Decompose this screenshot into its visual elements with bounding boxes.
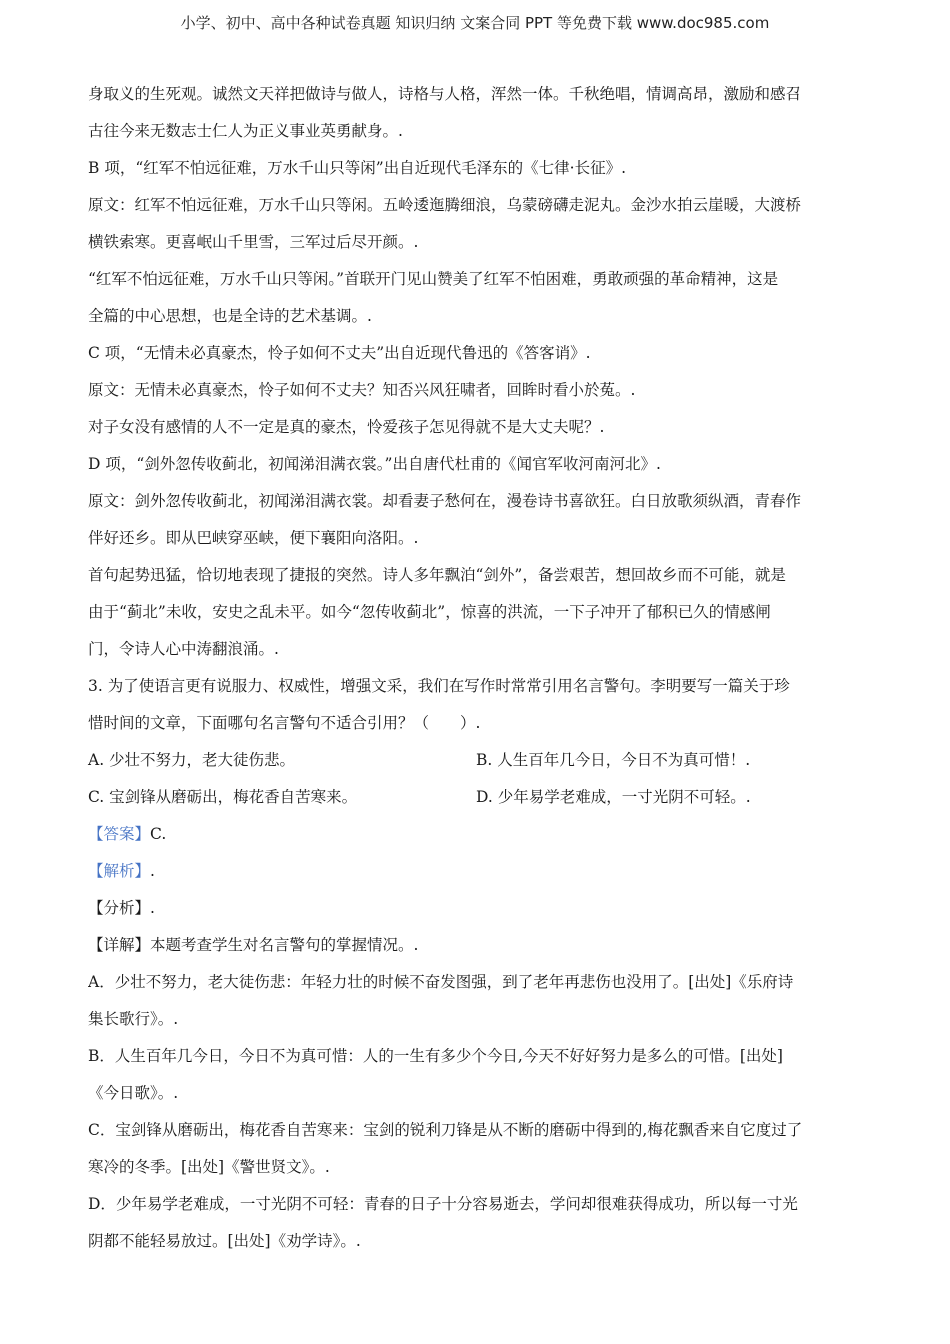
analysis-line — [88, 861, 863, 882]
explanation-line: A．少壮不努力，老大徒伤悲：年轻力壮的时候不奋发图强，到了老年再悲伤也没用了。[出处]《乐府诗 — [88, 973, 794, 991]
option-c: C. 宝剑锋从磨砺出，梅花香自苦寒来。 — [88, 788, 358, 806]
paragraph-line: 全篇的中心思想，也是全诗的艺术基调。. — [88, 307, 372, 325]
explanation-line: C．宝剑锋从磨砺出，梅花香自苦寒来：宝剑的锐利刀锋是从不断的磨砺中得到的,梅花飘香来自它度过了 — [88, 1121, 803, 1139]
detail-tag: 【详解】 — [88, 936, 151, 954]
paragraph-line: 对子女没有感情的人不一定是真的豪杰，怜爱孩子怎见得就不是大丈夫呢？. — [88, 418, 605, 436]
paragraph-line: 伴好还乡。即从巴峡穿巫峡，便下襄阳向洛阳。. — [88, 529, 419, 547]
paragraph-line: D 项，“剑外忽传收蓟北，初闻涕泪满衣裳。”出自唐代杜甫的《闻官军收河南河北》. — [88, 455, 661, 473]
document-body — [88, 84, 863, 1268]
paragraph-line: 由于“蓟北”未收，安史之乱未平。如今“忽传收蓟北”，惊喜的洪流，一下子冲开了郁积已久的情感闸 — [88, 603, 771, 621]
option-a: A. 少壮不努力，老大徒伤悲。 — [88, 751, 296, 769]
explanation-line: 《今日歌》。. — [88, 1084, 179, 1102]
question-3-line: 惜时间的文章，下面哪句名言警句不适合引用？（ ）. — [88, 714, 481, 732]
paragraph-line: 原文：剑外忽传收蓟北，初闻涕泪满衣裳。却看妻子愁何在，漫卷诗书喜欲狂。白日放歌须纵酒，青春作 — [88, 492, 802, 510]
explanation-line: B．人生百年几今日，今日不为真可惜：人的一生有多少个今日,今天不好好努力是多么的可惜。[出处] — [88, 1047, 783, 1065]
paragraph-line: 古往今来无数志士仁人为正义事业英勇献身。. — [88, 122, 403, 140]
fenxi-line: 【分析】. — [88, 899, 155, 917]
paragraph-line: “红军不怕远征难，万水千山只等闲。”首联开门见山赞美了红军不怕困难，勇敢顽强的革命精神，这是 — [88, 270, 779, 288]
analysis-value: . — [150, 862, 155, 880]
paragraph-line: 原文：无情未必真豪杰，怜子如何不丈夫？知否兴风狂啸者，回眸时看小於菟。. — [88, 381, 636, 399]
explanation-line: 集长歌行》。. — [88, 1010, 179, 1028]
answer-value: C. — [150, 825, 167, 843]
question-3-line: 3. 为了使语言更有说服力、权威性，增强文采，我们在写作时常常引用名言警句。李明要写一篇关于珍 — [88, 677, 790, 695]
answer-line — [88, 824, 863, 845]
detail-value: 本题考查学生对名言警句的掌握情况。. — [150, 936, 419, 954]
explanation-line: D．少年易学老难成，一寸光阴不可轻：青春的日子十分容易逝去，学问却很难获得成功，所以每一寸光 — [88, 1195, 798, 1213]
detail-line — [88, 935, 863, 956]
paragraph-line: C 项，“无情未必真豪杰，怜子如何不丈夫”出自近现代鲁迅的《答客诮》. — [88, 344, 591, 362]
paragraph-line: 门，令诗人心中涛翻浪涌。. — [88, 640, 279, 658]
analysis-tag: 【解析】 — [88, 862, 151, 880]
page-header: 小学、初中、高中各种试卷真题 知识归纳 文案合同 PPT 等免费下载 www.doc985.com — [180, 14, 770, 32]
option-b: B. 人生百年几今日，今日不为真可惜！. — [476, 751, 751, 769]
paragraph-line: 原文：红军不怕远征难，万水千山只等闲。五岭逶迤腾细浪，乌蒙磅礴走泥丸。金沙水拍云崖暖，大渡桥 — [88, 196, 802, 214]
options-row-1 — [88, 750, 863, 771]
paragraph-line: B 项，“红军不怕远征难，万水千山只等闲”出自近现代毛泽东的《七律·长征》. — [88, 159, 627, 177]
option-d: D. 少年易学老难成，一寸光阴不可轻。. — [476, 788, 751, 806]
paragraph-line: 首句起势迅猛，恰切地表现了捷报的突然。诗人多年飘泊“剑外”，备尝艰苦，想回故乡而不可能，就是 — [88, 566, 786, 584]
paragraph-line: 横铁索寒。更喜岷山千里雪，三军过后尽开颜。. — [88, 233, 419, 251]
options-row-2 — [88, 787, 863, 808]
explanation-line: 阴都不能轻易放过。[出处]《劝学诗》。. — [88, 1232, 361, 1250]
paragraph-line: 身取义的生死观。诚然文天祥把做诗与做人，诗格与人格，浑然一体。千秋绝唱，情调高昂，激励和感召 — [88, 85, 802, 103]
answer-tag: 【答案】 — [88, 825, 151, 843]
explanation-line: 寒冷的冬季。[出处]《警世贤文》。. — [88, 1158, 330, 1176]
